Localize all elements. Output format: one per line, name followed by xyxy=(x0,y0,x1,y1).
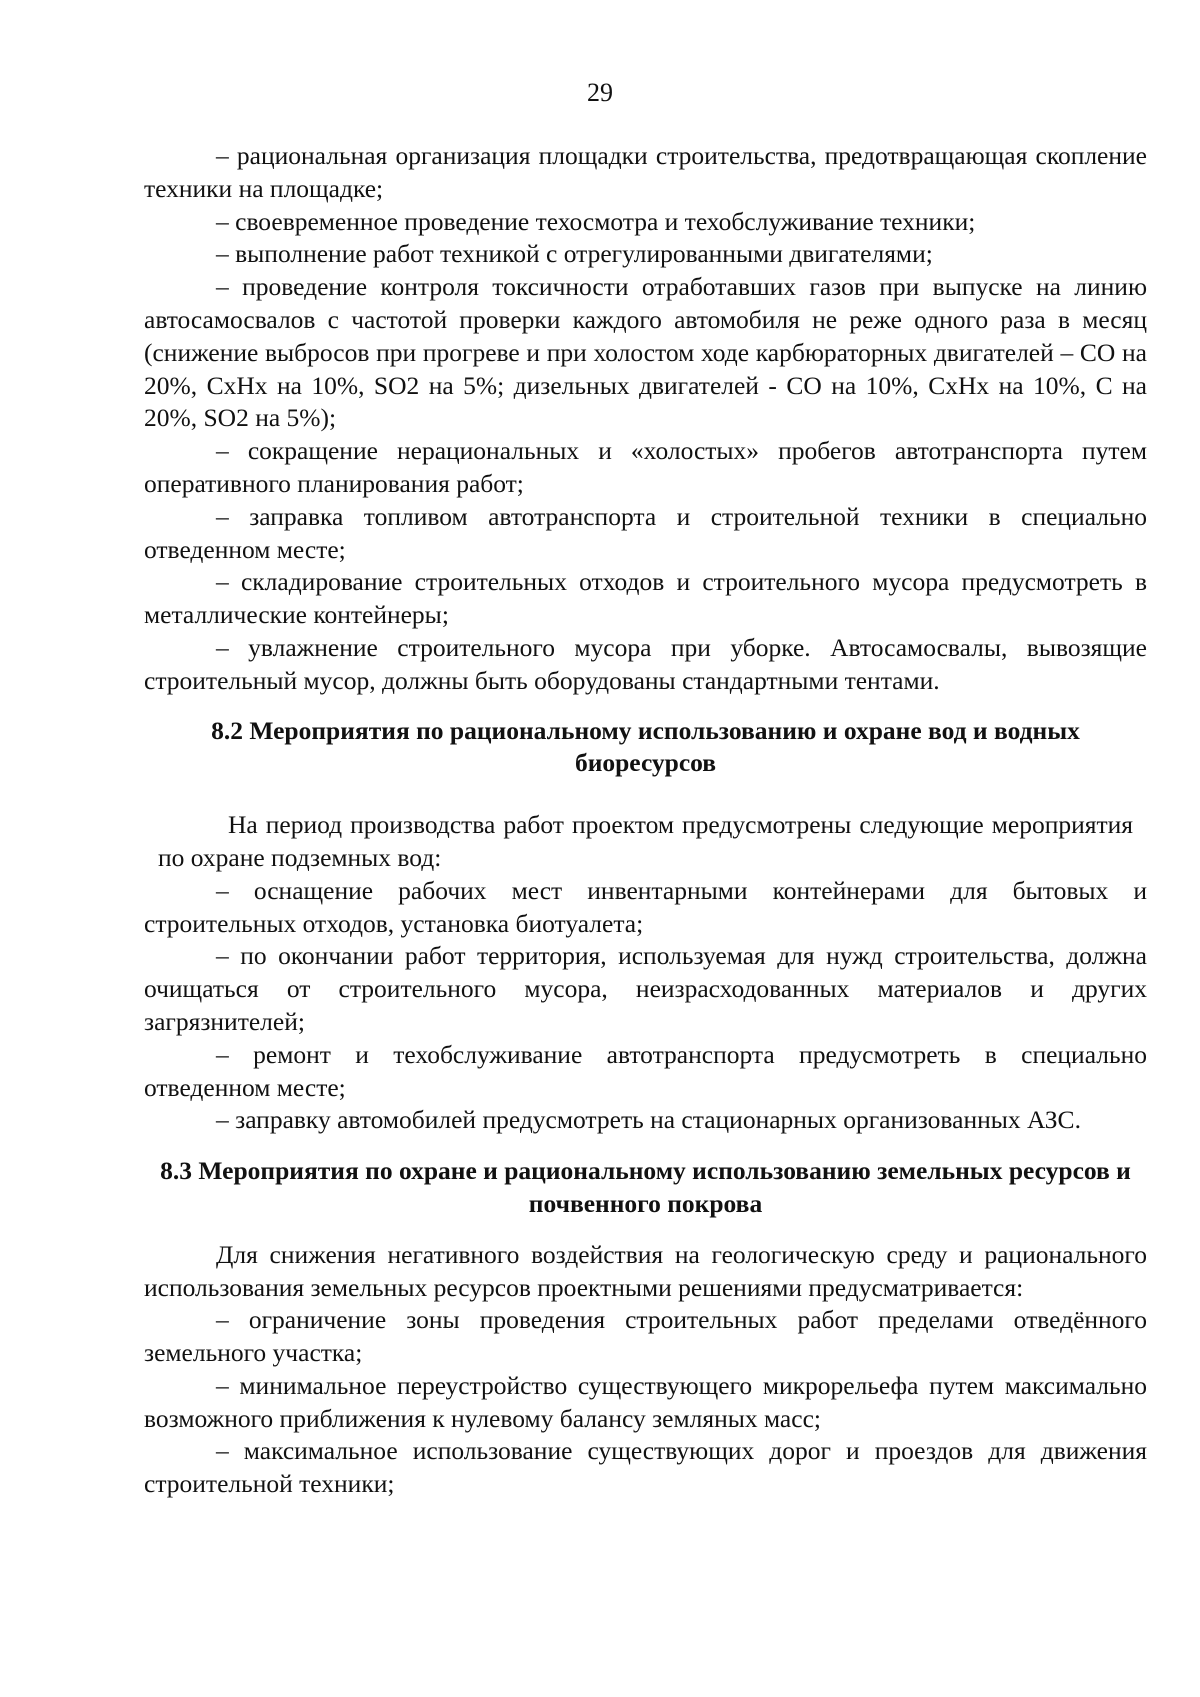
paragraph: – сокращение нерациональных и «холостых» пробегов автотранспорта путем оперативного планирования работ; xyxy=(144,436,1147,498)
section-heading-8-3: 8.3 Мероприятия по охране и рациональному использованию земельных ресурсов и почвенного покрова xyxy=(160,1156,1131,1218)
paragraph: – складирование строительных отходов и строительного мусора предусмотреть в металлические контейнеры; xyxy=(144,567,1147,630)
paragraph: – своевременное проведение техосмотра и техобслуживание техники; xyxy=(216,206,976,236)
paragraph: – максимальное использование существующих дорог и проездов для движения строительной техники; xyxy=(144,1436,1147,1499)
paragraph: – оснащение рабочих мест инвентарными контейнерами для бытовых и строительных отходов, установка биотуалета; xyxy=(144,875,1147,938)
paragraph: – заправка топливом автотранспорта и строительной техники в специально отведенном месте; xyxy=(144,501,1147,564)
paragraph: – проведение контроля токсичности отработавших газов при выпуске на линию автосамосвалов с частотой проверки каждого автомобиля не реже одного раза в месяц (снижение выбросов при прогреве и при холостом ходе карбюраторных двигателей – СО на 20%, СхНх на 10%, SO2 на 5%; дизельных двигателей - СО на 10%, СхНх на 10%, С на 20%, SO2 на 5%); xyxy=(144,272,1147,433)
paragraph: – увлажнение строительного мусора при уборке. Автосамосвалы, вывозящие строительный мусор, должны быть оборудованы стандартными тентами. xyxy=(144,632,1147,695)
paragraph: – ограничение зоны проведения строительных работ пределами отведённого земельного участка; xyxy=(144,1305,1147,1368)
paragraph: – выполнение работ техникой с отрегулированными двигателями; xyxy=(216,239,933,269)
section-intro: На период производства работ проектом предусмотрены следующие мероприятия по охране подземных вод: xyxy=(158,810,1133,872)
section-intro: Для снижения негативного воздействия на геологическую среду и рационального использования земельных ресурсов проектными решениями предусматривается: xyxy=(144,1239,1147,1302)
page-number: 29 xyxy=(587,78,613,107)
paragraph: – ремонт и техобслуживание автотранспорта предусмотреть в специально отведенном месте; xyxy=(144,1039,1147,1102)
paragraph: – минимальное переустройство существующего микрорельефа путем максимально возможного приближения к нулевому балансу земляных масс; xyxy=(144,1370,1147,1433)
paragraph: – заправку автомобилей предусмотреть на стационарных организованных АЗС. xyxy=(216,1105,1081,1135)
paragraph: – рациональная организация площадки строительства, предотвращающая скопление техники на площадке; xyxy=(144,141,1147,203)
document-body xyxy=(144,140,1147,1501)
paragraph: – по окончании работ территория, используемая для нужд строительства, должна очищаться от строительного мусора, неизрасходованных материалов и других загрязнителей; xyxy=(144,941,1147,1036)
section-heading-8-2: 8.2 Мероприятия по рациональному использованию и охране вод и водных биоресурсов xyxy=(211,715,1080,778)
